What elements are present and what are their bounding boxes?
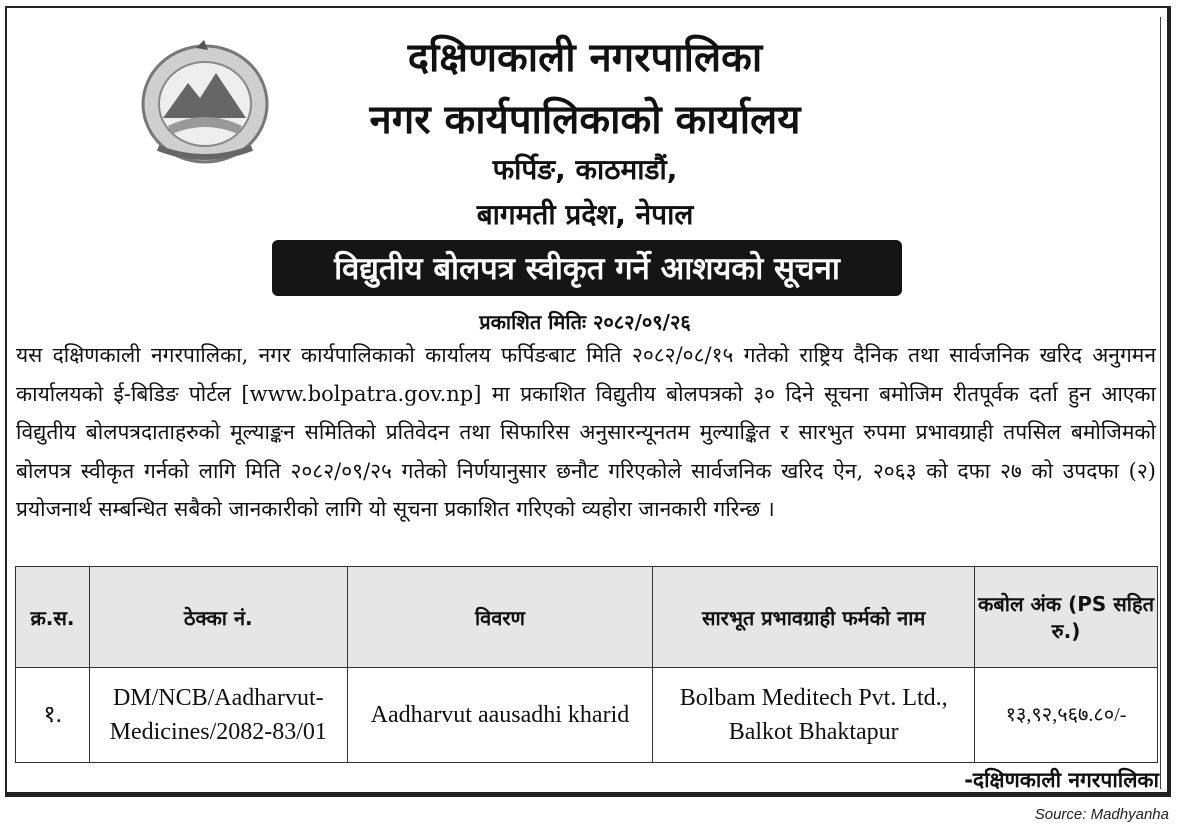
header-serial: क्र.स.	[16, 567, 90, 668]
source-credit: Source: Madhyanha	[1034, 806, 1169, 823]
cell-description: Aadharvut aausadhi kharid	[347, 668, 653, 763]
cell-firm: Bolbam Meditech Pvt. Ltd., Balkot Bhaktapur	[653, 668, 975, 763]
cell-serial: १.	[16, 668, 90, 763]
municipality-name: दक्षिणकाली नगरपालिका	[407, 35, 763, 81]
cell-contract-no: DM/NCB/Aadharvut-Medicines/2082-83/01	[89, 668, 347, 763]
office-name: नगर कार्यपालिकाको कार्यालय	[369, 97, 801, 143]
award-table	[15, 566, 1158, 763]
table-header-row	[16, 567, 1158, 668]
header-amount: कबोल अंक (PS सहित रु.)	[975, 567, 1158, 668]
table-row	[16, 668, 1158, 763]
office-province: बागमती प्रदेश, नेपाल	[476, 198, 694, 231]
published-date: प्रकाशित मितिः २०८२/०९/२६	[479, 310, 691, 334]
cell-amount: १३,९२,५६७.८०/-	[975, 668, 1158, 763]
header-description: विवरण	[347, 567, 653, 668]
header-contract-no: ठेक्का नं.	[89, 567, 347, 668]
notice-title-banner: विद्युतीय बोलपत्र स्वीकृत गर्ने आशयको सूचना	[272, 240, 902, 296]
signature: -दक्षिणकाली नगरपालिका	[964, 768, 1159, 792]
notice-body: यस दक्षिणकाली नगरपालिका, नगर कार्यपालिकाको कार्यालय फर्पिङबाट मिति २०८२/०८/१५ गतेको राष्ट्रिय दैनिक तथा सार्वजनिक खरिद अनुगमन कार्यालयको ई-बिडिङ पोर्टल [www.bolpatra.gov.np] मा प्रकाशित विद्युतीय बोलपत्रको ३० दिने सूचना बमोजिम रीतपूर्वक दर्ता हुन आएका विद्युतीय बोलपत्रदाताहरुको मूल्याङ्कन समितिको प्रतिवेदन तथा सिफारिस अनुसारन्यूनतम मुल्याङ्कित र सारभुत रुपमा प्रभावग्राही तपसिल बमोजिमको बोलपत्र स्वीकृत गर्नको लागि मिति २०८२/०९/२५ गतेको निर्णयानुसार छनौट गरिएकोले सार्वजनिक खरिद ऐन, २०६३ को दफा २७ को उपदफा (२) प्रयोजनार्थ सम्बन्धित सबैको जानकारीको लागि यो सूचना प्रकाशित गरिएको व्यहोरा जानकारी गरिन्छ ।	[16, 343, 1156, 521]
office-location: फर्पिङ, काठमाडौं,	[492, 153, 678, 186]
header-firm: सारभूत प्रभावग्राही फर्मको नाम	[653, 567, 975, 668]
